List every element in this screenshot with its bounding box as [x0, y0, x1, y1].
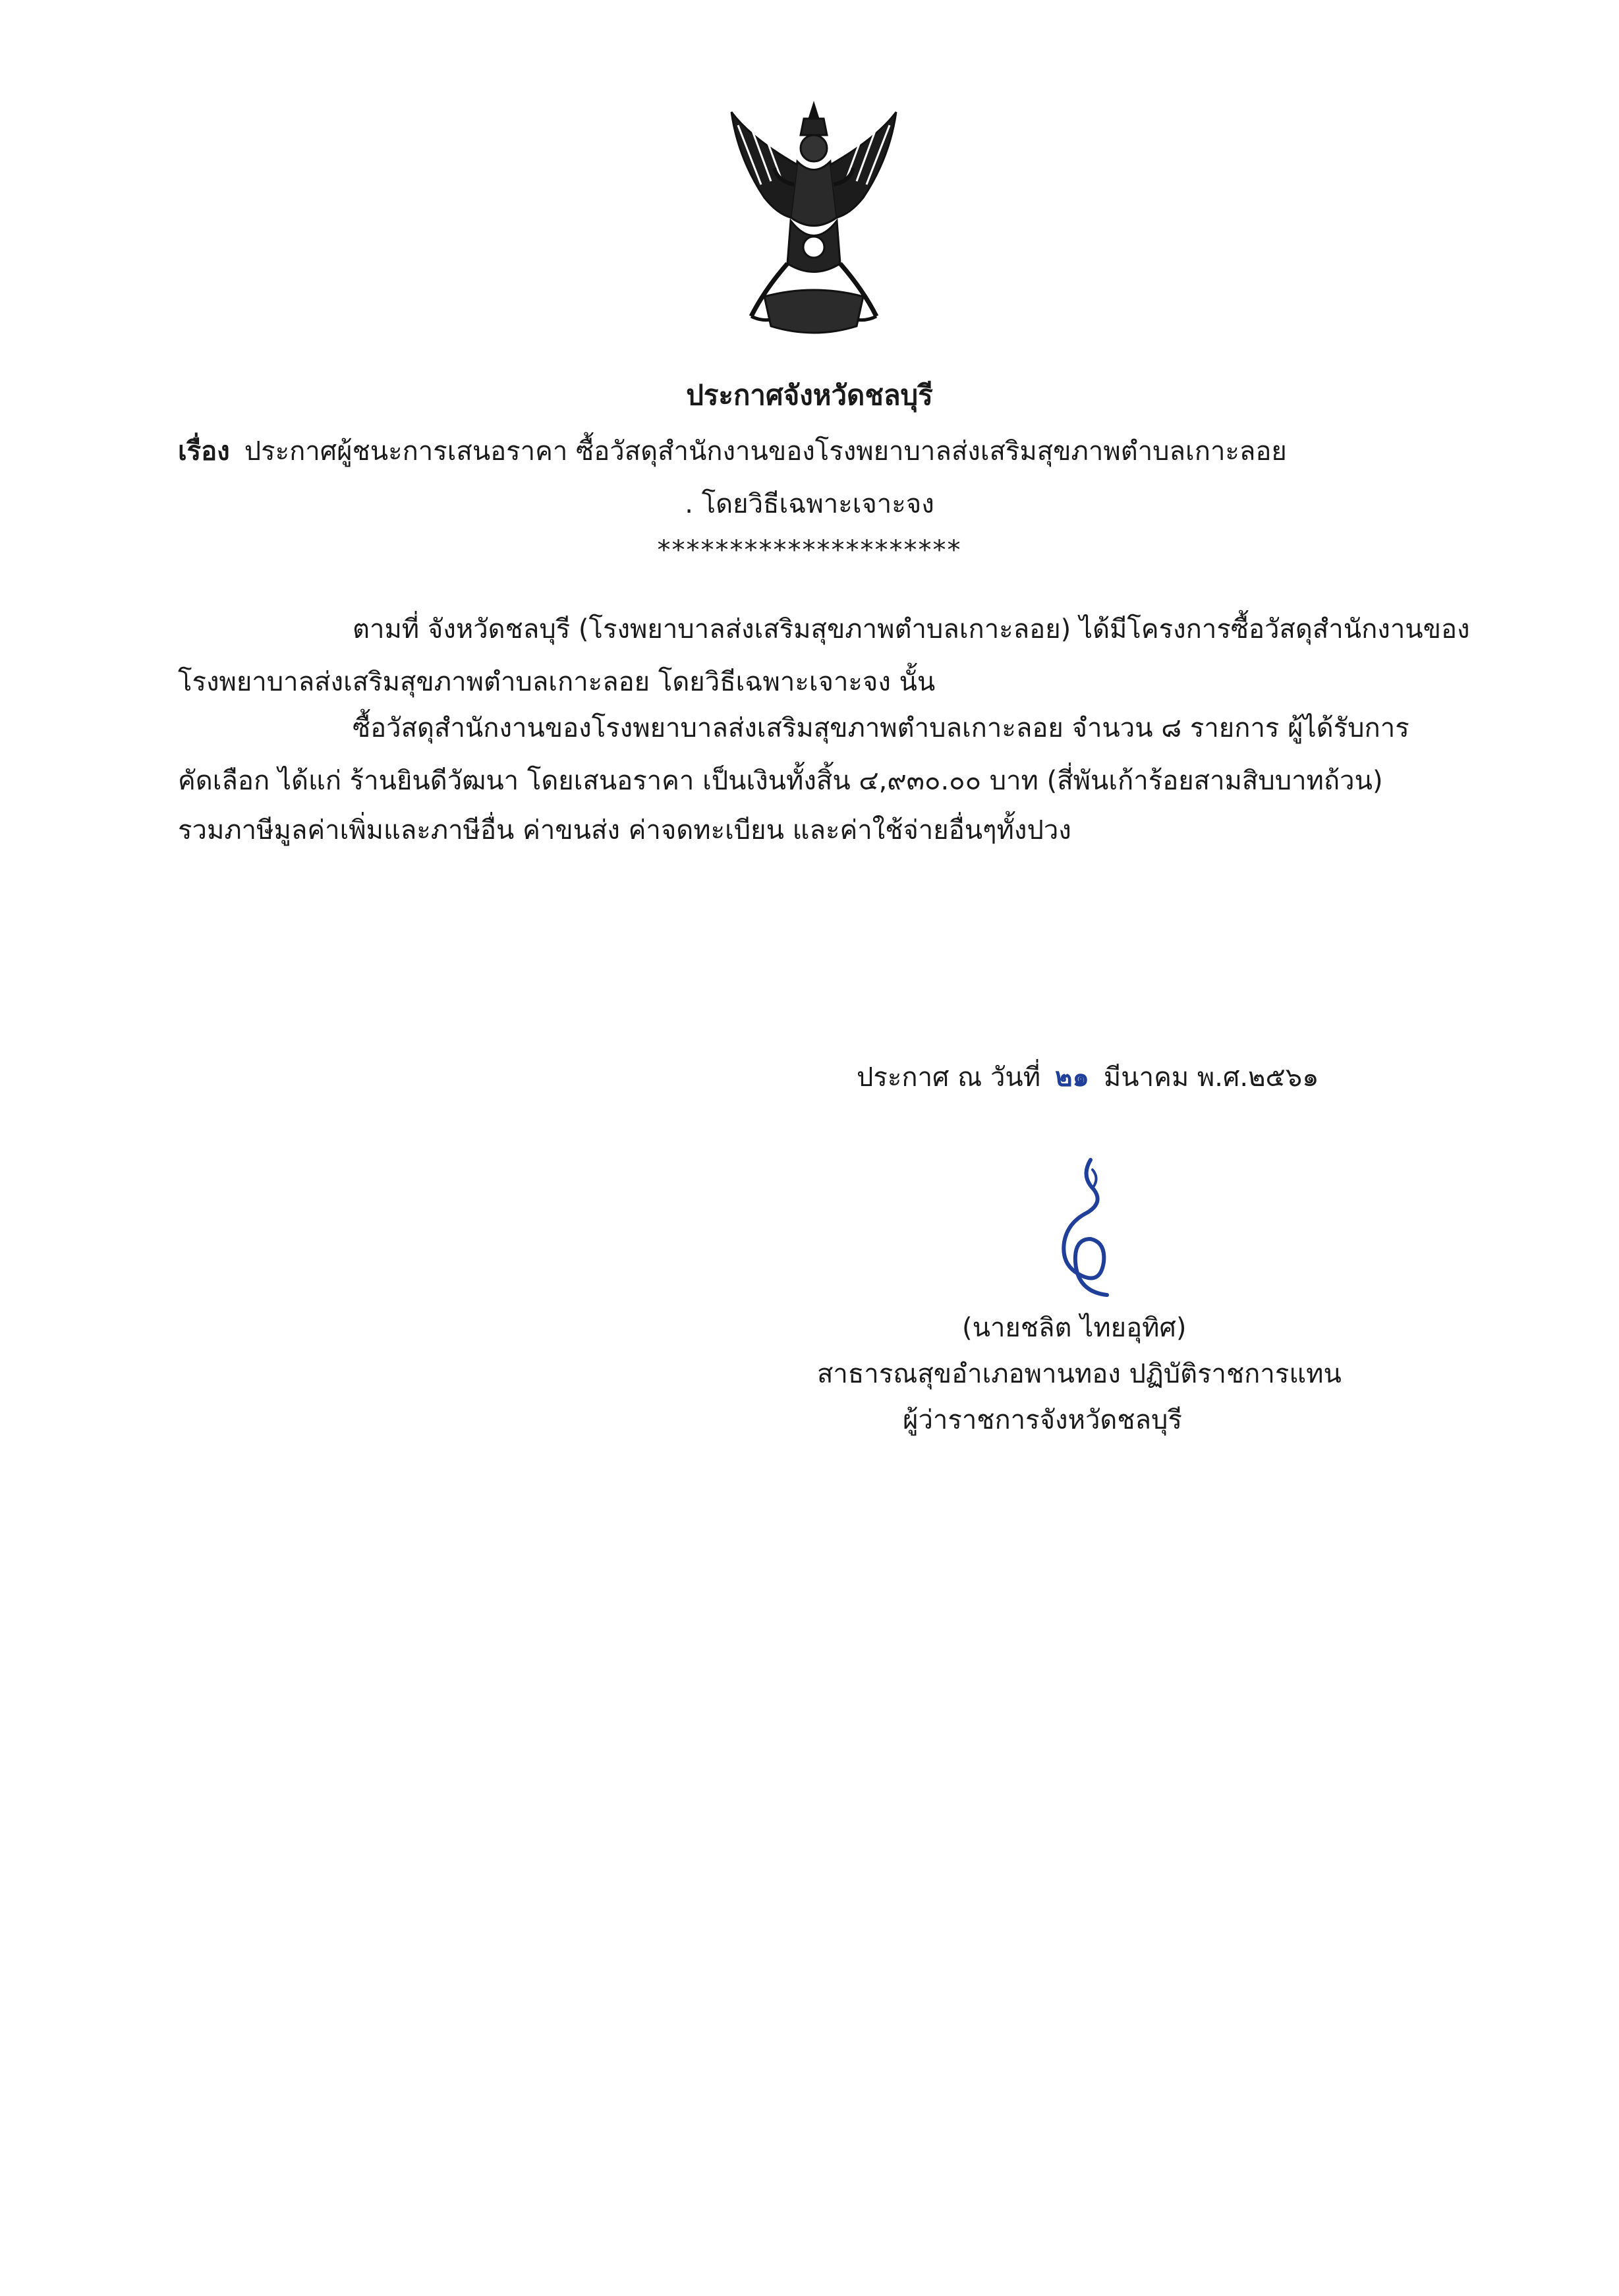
paragraph-2-line-3: รวมภาษีมูลค่าเพิ่มและภาษีอื่น ค่าขนส่ง ค่าจดทะเบียน และค่าใช้จ่ายอื่นๆทั้งปวง [178, 815, 1071, 846]
announcement-date [857, 1058, 1319, 1097]
signatory-name: (นายชลิต ไทยอุทิศ) [962, 1313, 1187, 1343]
subject-line [178, 432, 1287, 471]
date-suffix: มีนาคม พ.ศ.๒๕๖๑ [1103, 1062, 1319, 1093]
subject-label: เรื่อง [178, 436, 230, 467]
paragraph-2-line-1: ซื้อวัสดุสำนักงานของโรงพยาบาลส่งเสริมสุขภาพตำบลเกาะลอย จำนวน ๘ รายการ ผู้ได้รับการ [353, 713, 1409, 743]
subject-text-continued: . โดยวิธีเฉพาะเจาะจง [685, 489, 934, 519]
paragraph-2-line-2: คัดเลือก ได้แก่ ร้านยินดีวัฒนา โดยเสนอราคา เป็นเงินทั้งสิ้น ๔,๙๓๐.๐๐ บาท (สี่พันเก้าร้อยสามสิบบาทถ้วน) [178, 766, 1383, 796]
handwritten-signature [1028, 1150, 1140, 1308]
signatory-position-2: ผู้ว่าราชการจังหวัดชลบุรี [903, 1405, 1182, 1435]
date-prefix: ประกาศ ณ วันที่ [857, 1062, 1041, 1093]
document-title: ประกาศจังหวัดชลบุรี [686, 379, 933, 411]
date-day: ๒๑ [1055, 1062, 1089, 1093]
paragraph-1-line-1: ตามที่ จังหวัดชลบุรี (โรงพยาบาลส่งเสริมสุขภาพตำบลเกาะลอย) ได้มีโครงการซื้อวัสดุสำนักงานของ [353, 614, 1470, 645]
garuda-emblem-icon [725, 99, 903, 343]
signatory-position: สาธารณสุขอำเภอพานทอง ปฏิบัติราชการแทน [817, 1359, 1342, 1389]
separator-line: ********************* [657, 535, 962, 565]
paragraph-1-line-2: โรงพยาบาลส่งเสริมสุขภาพตำบลเกาะลอย โดยวิธีเฉพาะเจาะจง นั้น [178, 667, 936, 697]
subject-text: ประกาศผู้ชนะการเสนอราคา ซื้อวัสดุสำนักงานของโรงพยาบาลส่งเสริมสุขภาพตำบลเกาะลอย [244, 436, 1287, 467]
